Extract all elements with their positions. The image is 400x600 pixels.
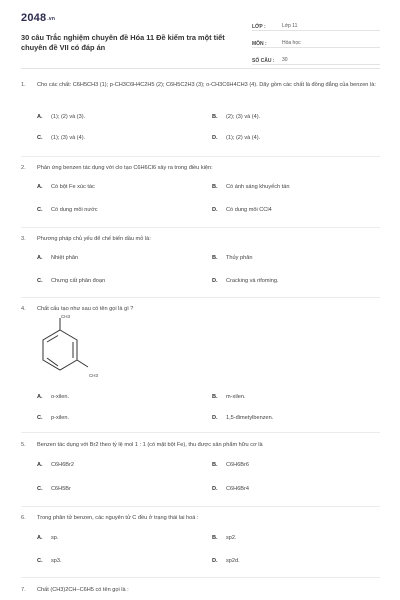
meta-row-count — [252, 48, 380, 65]
option-c[interactable]: C. sp3. — [37, 558, 62, 564]
option-d[interactable]: D. (1); (2) và (4). — [212, 135, 261, 141]
meta-label: LỚP : — [252, 24, 266, 30]
question-number: 5. — [21, 442, 26, 448]
option-a[interactable]: A. Có bột Fe xúc tác — [37, 184, 95, 190]
document-meta — [252, 14, 380, 65]
option-c[interactable]: C. Chưng cất phân đoạn — [37, 278, 106, 284]
option-d[interactable]: D. sp2d. — [212, 558, 240, 564]
option-a[interactable]: A. Nhiệt phân — [37, 255, 79, 261]
option-d[interactable]: D. Có dung môi CCl4 — [212, 207, 272, 213]
question-number: 6. — [21, 515, 26, 521]
option-a[interactable]: A. sp. — [37, 535, 59, 541]
option-d[interactable]: D. C6H6Br4 — [212, 486, 250, 492]
option-b[interactable]: B. Có ánh sáng khuyếch tán — [212, 184, 290, 190]
meta-row-subject — [252, 31, 380, 48]
meta-value: Lớp 11 — [282, 23, 298, 29]
question-text: Trong phân tử benzen, các nguyên tử C đều ở trạng thái lai hoá : — [37, 515, 199, 521]
option-b[interactable]: B. sp2. — [212, 535, 237, 541]
option-c[interactable]: C. Có dung môi nước — [37, 207, 98, 213]
meta-row-class — [252, 14, 380, 31]
question-text: Chất cấu tạo như sau có tên gọi là gì ? — [37, 306, 134, 312]
meta-label: MÔN : — [252, 41, 267, 47]
question-2 — [21, 164, 380, 173]
question-text: Chất (CH3)2CH–C6H5 có tên gọi là : — [37, 587, 129, 593]
question-divider — [21, 577, 380, 578]
option-b[interactable]: B. (2); (3) và (4). — [212, 114, 261, 120]
meta-value: 30 — [282, 57, 288, 63]
question-text: Phương pháp chủ yếu để chế biến dầu mỏ là: — [37, 236, 151, 242]
meta-label: SỐ CÂU : — [252, 58, 275, 64]
meta-value: Hóa học — [282, 40, 301, 46]
question-number: 7. — [21, 587, 26, 593]
question-3 — [21, 235, 380, 244]
m-xylene-structure — [36, 316, 116, 386]
question-text: Cho các chất: C6H5CH3 (1); p-CH3C6H4C2H5 (2); C6H5C2H3 (3); o-CH3C6H4CH3 (4). Dãy gồm các chất là đồng đẳng của benzen là: — [37, 82, 376, 88]
document-header — [0, 0, 400, 64]
methyl-label: CH3 — [89, 373, 99, 378]
question-divider — [21, 297, 380, 298]
question-4 — [21, 305, 380, 314]
option-a[interactable]: A. C6H6Br2 — [37, 462, 75, 468]
methyl-label: CH3 — [61, 314, 71, 319]
option-d[interactable]: D. 1,5-đimetylbenzen. — [212, 415, 274, 421]
question-number: 4. — [21, 306, 26, 312]
question-number: 2. — [21, 165, 26, 171]
question-divider — [21, 506, 380, 507]
document-title: 30 câu Trắc nghiệm chuyên đề Hóa 11 Đề kiểm tra một tiết chuyên đề VII có đáp án — [21, 33, 225, 52]
option-c[interactable]: C. (1); (3) và (4). — [37, 135, 86, 141]
question-text: Phản ứng benzen tác dụng với clo tạo C6H6Cl6 xảy ra trong điều kiện: — [37, 165, 213, 171]
question-number: 3. — [21, 236, 26, 242]
site-logo[interactable]: 2048.vn — [21, 12, 56, 24]
question-number: 1. — [21, 82, 26, 88]
option-b[interactable]: B. m-xilen. — [212, 394, 246, 400]
header-divider — [21, 68, 380, 69]
option-b[interactable]: B. Thủy phân — [212, 255, 253, 261]
option-a[interactable]: A. (1); (2) và (3). — [37, 114, 86, 120]
option-d[interactable]: D. Cracking và rifoming. — [212, 278, 279, 284]
question-1 — [21, 81, 380, 90]
question-5 — [21, 441, 380, 450]
question-divider — [21, 227, 380, 228]
question-divider — [21, 432, 380, 433]
option-b[interactable]: B. C6H6Br6 — [212, 462, 250, 468]
structure-figure — [36, 316, 116, 391]
option-a[interactable]: A. o-xilen. — [37, 394, 70, 400]
option-c[interactable]: C. C6H5Br — [37, 486, 71, 492]
question-text: Benzen tác dụng với Br2 theo tỷ lệ mol 1 : 1 (có mặt bột Fe), thu được sản phẩm hữu cơ là — [37, 442, 263, 448]
question-divider — [21, 156, 380, 157]
question-6 — [21, 514, 380, 523]
option-c[interactable]: C. p-xilen. — [37, 415, 70, 421]
question-7 — [21, 586, 380, 595]
